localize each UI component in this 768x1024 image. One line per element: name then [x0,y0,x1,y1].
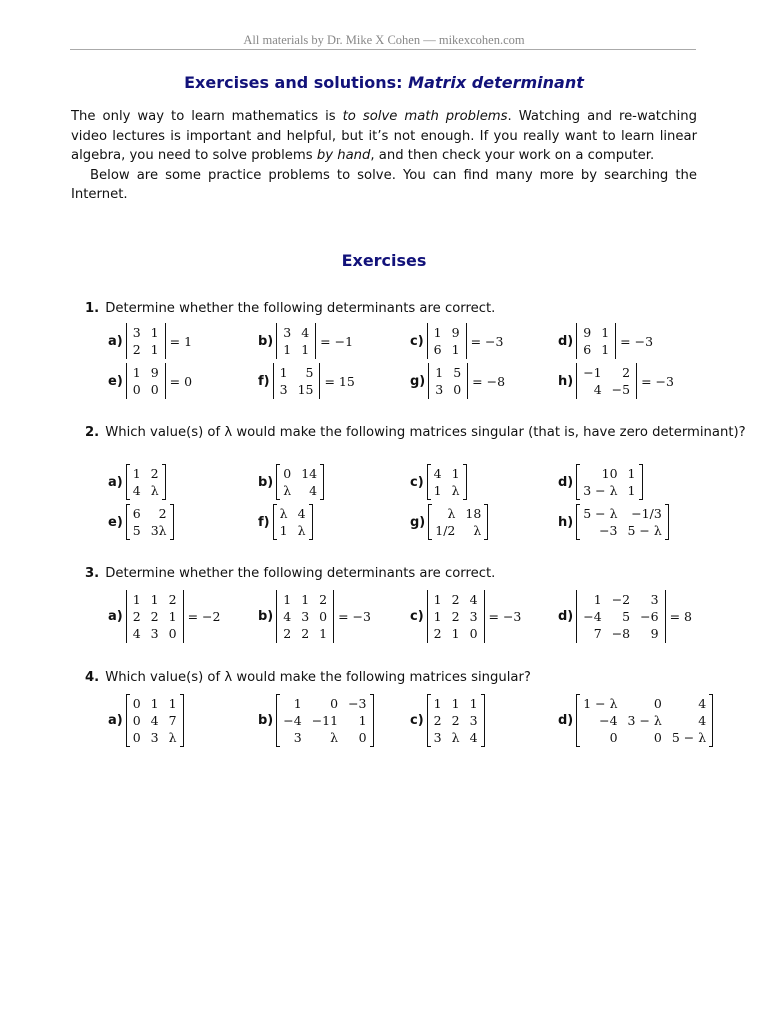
matrix-entry: 1 [435,365,444,380]
item-label: h) [558,514,574,530]
matrix-entry: 18 [465,506,482,521]
matrix-entry: 1 [132,365,141,380]
matrix-entry: 0 [653,729,662,745]
q2-item [258,464,324,500]
matrix-entry: λ [451,729,460,745]
matrix-entry: 2 [168,591,177,607]
matrix-entry: 4 [283,608,292,624]
item-label: a) [108,608,123,624]
q4-item [558,694,713,747]
matrix-entry: 4 [469,591,478,607]
matrix [126,504,174,540]
matrix-entry: 1 [433,325,442,340]
matrix-entry: 0 [453,382,462,397]
claimed-value: = −3 [488,608,522,624]
matrix-entry: 3 − λ [583,483,618,498]
claimed-value: = −2 [187,608,221,624]
matrix [576,694,713,747]
matrix-entry: −4 [283,712,302,728]
matrix-entry: 1 [601,342,610,357]
q1-item [410,363,505,399]
matrix-entry: 1 [433,608,442,624]
matrix-entry: 1 [168,608,177,624]
matrix-entry: 5 [453,365,462,380]
matrix [576,504,669,540]
matrix-entry: 1 [150,695,159,711]
matrix-entry: λ [447,506,456,521]
claimed-value: = −3 [338,608,371,624]
q2-item [258,504,313,540]
matrix-entry: 9 [650,625,659,641]
item-label: c) [410,333,424,349]
matrix-entry: 3 [650,591,659,607]
matrix-entry: 1 [433,591,442,607]
q4-item [410,694,485,747]
matrix-entry: 4 [593,382,602,397]
matrix-entry: 1 [433,483,442,498]
matrix-entry: 1 [132,591,141,607]
matrix-entry: 0 [319,608,328,624]
claimed-value: = 1 [169,333,193,349]
matrix-entry: λ [283,483,292,498]
matrix-entry: 15 [297,382,314,397]
intro-p1-a: The only way to learn mathematics is [71,109,343,124]
matrix-entry: 2 [433,712,442,728]
q2-item [410,504,488,540]
determinant [126,323,166,359]
matrix-entry: 1 [451,342,460,357]
q1-item [258,323,353,359]
matrix-entry: 4 [698,695,707,711]
item-label: a) [108,712,123,728]
matrix-entry: 5 − λ [671,729,707,745]
question-text: Determine whether the following determinants are correct. [105,301,496,316]
matrix-entry: 4 [309,483,318,498]
item-label: d) [558,712,574,728]
claimed-value: = −1 [320,333,354,349]
matrix-entry: 6 [132,506,141,521]
matrix-entry: 0 [609,729,618,745]
matrix-entry: −6 [640,608,659,624]
matrix-entry: 3 [469,608,478,624]
item-label: g) [410,373,426,389]
matrix-entry: 4 [132,483,141,498]
matrix-entry: 1 [319,625,328,641]
item-label: c) [410,608,424,624]
intro-p1-d: by hand [316,148,371,163]
matrix-entry: 1 [593,591,602,607]
matrix-entry: 1 [301,591,310,607]
matrix-entry: 1 [627,466,636,481]
matrix-entry: λ [150,483,159,498]
question-number: 3. [85,566,100,581]
matrix-entry: 4 [301,325,310,340]
title-topic: Matrix determinant [408,73,584,92]
q2-item [108,504,174,540]
question-3 [85,566,495,581]
claimed-value: = −3 [470,333,504,349]
matrix-entry: 3λ [150,523,167,538]
matrix-entry: −8 [611,625,631,641]
matrix-entry: 0 [469,625,478,641]
matrix-entry: 2 [433,625,442,641]
matrix-entry: −4 [583,608,602,624]
q1-item [558,363,674,399]
title-prefix: Exercises and solutions: [184,73,409,92]
determinant [427,323,467,359]
q2-item [108,464,166,500]
matrix-entry: 0 [358,729,367,745]
matrix-entry: 7 [168,712,177,728]
matrix-entry: 5 [132,523,141,538]
matrix-entry: −4 [599,712,618,728]
matrix-entry: 4 [469,729,478,745]
item-label: a) [108,333,123,349]
matrix-entry: 0 [132,382,141,397]
matrix-entry: λ [330,729,339,745]
matrix-entry: 1 [601,325,610,340]
matrix-entry: 3 [301,608,310,624]
question-text: Which value(s) of λ would make the following matrices singular? [105,670,531,685]
matrix-entry: −3 [599,523,618,538]
determinant [576,323,616,359]
page-title [0,73,768,92]
matrix-entry: λ [451,483,460,498]
matrix-entry: 3 [293,729,302,745]
intro-p1-e: , and then check your work on a computer. [370,148,655,163]
determinant [126,590,184,643]
matrix-entry: 4 [698,712,707,728]
matrix [428,504,488,540]
claimed-value: = −8 [472,373,506,389]
determinant [276,590,334,643]
matrix-entry: 1 [150,342,159,357]
matrix-entry: 9 [150,365,159,380]
matrix-entry: 1 [293,695,302,711]
matrix-entry: 1 [132,466,141,481]
matrix-entry: −3 [348,695,367,711]
matrix-entry: 1 [283,591,292,607]
item-label: e) [108,373,123,389]
item-label: c) [410,712,424,728]
matrix [427,694,485,747]
page-header: All materials by Dr. Mike X Cohen — mikexcohen.com [243,33,525,47]
matrix-entry: 0 [330,695,339,711]
matrix [576,464,642,500]
matrix-entry: 2 [451,591,460,607]
q1-item [258,363,355,399]
matrix-entry: −1 [583,365,602,380]
matrix-entry: 3 [132,325,141,340]
matrix-entry: 2 [158,506,167,521]
matrix-entry: 5 − λ [627,523,662,538]
matrix-entry: 6 [583,342,592,357]
matrix-entry: 3 [433,729,442,745]
matrix-entry: 2 [622,365,631,380]
matrix-entry: 1 [451,625,460,641]
matrix [126,694,184,747]
q1-item [108,363,192,399]
intro-p1-b: to solve math problems [342,109,508,124]
header-rule [70,49,696,50]
matrix [427,464,467,500]
matrix-entry: λ [473,523,482,538]
section-title: Exercises [341,251,427,270]
determinant [428,363,468,399]
matrix-entry: 3 [283,325,292,340]
matrix-entry: 1/2 [435,523,456,538]
matrix-entry: 9 [451,325,460,340]
intro-p1-c: . Watching and re-watching video lectures is important and helpful, but it’s not enough. If you really want to learn linear algebra, you need to solve problems [71,109,697,163]
matrix-entry: 0 [132,729,141,745]
q2-item [558,504,669,540]
matrix-entry: 1 [451,466,460,481]
question-text: Which value(s) of λ would make the following matrices singular (that is, have zero determinant)? [105,425,746,440]
matrix-entry: 4 [297,506,306,521]
determinant [427,590,485,643]
matrix-entry: 1 [301,342,310,357]
matrix-entry: 2 [283,625,292,641]
matrix-entry: 3 − λ [627,712,662,728]
item-label: f) [258,514,270,530]
question-2 [85,425,746,440]
matrix-entry: 10 [601,466,618,481]
matrix-entry: 0 [132,695,141,711]
matrix-entry: 0 [283,466,292,481]
question-number: 4. [85,670,100,685]
matrix-entry: 7 [593,625,602,641]
matrix-entry: −1/3 [631,506,662,521]
question-number: 1. [85,301,100,316]
matrix-entry: 0 [653,695,662,711]
matrix-entry: −2 [611,591,631,607]
item-label: c) [410,474,424,490]
matrix-entry: 1 [469,695,478,711]
matrix-entry: 3 [469,712,478,728]
matrix-entry: λ [279,506,288,521]
matrix-entry: 2 [319,591,328,607]
determinant [576,363,637,399]
matrix-entry: 0 [132,712,141,728]
claimed-value: = −3 [641,373,674,389]
q1-item [558,323,653,359]
matrix [276,464,324,500]
q3-item [258,590,371,643]
matrix-entry: 2 [150,466,159,481]
q3-item [410,590,521,643]
q3-item [558,590,692,643]
matrix [273,504,313,540]
matrix-entry: 5 [622,608,631,624]
matrix-entry: 4 [433,466,442,481]
matrix-entry: 9 [583,325,592,340]
item-label: e) [108,514,123,530]
item-label: b) [258,333,274,349]
q4-item [108,694,184,747]
matrix-entry: 6 [433,342,442,357]
item-label: b) [258,712,274,728]
matrix-entry: 1 [433,695,442,711]
matrix-entry: 14 [301,466,318,481]
matrix-entry: 1 [279,365,288,380]
matrix-entry: 2 [451,608,460,624]
matrix-entry: 1 [451,695,460,711]
matrix-entry: 1 [283,342,292,357]
matrix-entry: 3 [150,625,159,641]
matrix-entry: 1 [168,695,177,711]
matrix-entry: 1 [150,325,159,340]
matrix-entry: 2 [301,625,310,641]
matrix-entry: 5 [305,365,314,380]
determinant [273,363,321,399]
intro-text [71,107,697,205]
matrix-entry: 1 [358,712,367,728]
matrix-entry: −11 [311,712,339,728]
claimed-value: = 0 [169,373,193,389]
matrix-entry: 4 [150,712,159,728]
matrix-entry: 2 [150,608,159,624]
intro-paragraph-1 [71,107,697,166]
matrix-entry: 2 [451,712,460,728]
item-label: f) [258,373,270,389]
matrix [126,464,166,500]
determinant [276,323,316,359]
matrix-entry: 1 [150,591,159,607]
matrix-entry: 3 [150,729,159,745]
claimed-value: = 8 [669,608,692,624]
item-label: d) [558,333,574,349]
q2-item [410,464,467,500]
matrix-entry: 3 [279,382,288,397]
determinant [126,363,166,399]
claimed-value: = −3 [620,333,654,349]
matrix-entry: λ [297,523,306,538]
matrix-entry: 0 [168,625,177,641]
q2-item [558,464,643,500]
claimed-value: = 15 [324,373,355,389]
matrix-entry: 4 [132,625,141,641]
item-label: b) [258,474,274,490]
question-text: Determine whether the following determinants are correct. [105,566,496,581]
matrix-entry: 5 − λ [583,506,618,521]
item-label: d) [558,474,574,490]
q1-item [410,323,503,359]
item-label: d) [558,608,574,624]
question-1 [85,301,495,316]
matrix-entry: 2 [132,342,141,357]
intro-paragraph-2: Below are some practice problems to solve. You can find many more by searching the Internet. [71,167,697,202]
matrix-entry: 1 [279,523,288,538]
matrix-entry: 1 − λ [583,695,618,711]
matrix-entry: 1 [627,483,636,498]
item-label: a) [108,474,123,490]
question-number: 2. [85,425,100,440]
item-label: b) [258,608,274,624]
item-label: h) [558,373,574,389]
q1-item [108,323,192,359]
q4-item [258,694,374,747]
matrix-entry: −5 [611,382,631,397]
matrix-entry: 0 [150,382,159,397]
question-4 [85,670,531,685]
matrix-entry: 2 [132,608,141,624]
determinant [576,590,665,643]
matrix-entry: 3 [435,382,444,397]
matrix [276,694,373,747]
q3-item [108,590,220,643]
matrix-entry: λ [168,729,177,745]
item-label: g) [410,514,426,530]
